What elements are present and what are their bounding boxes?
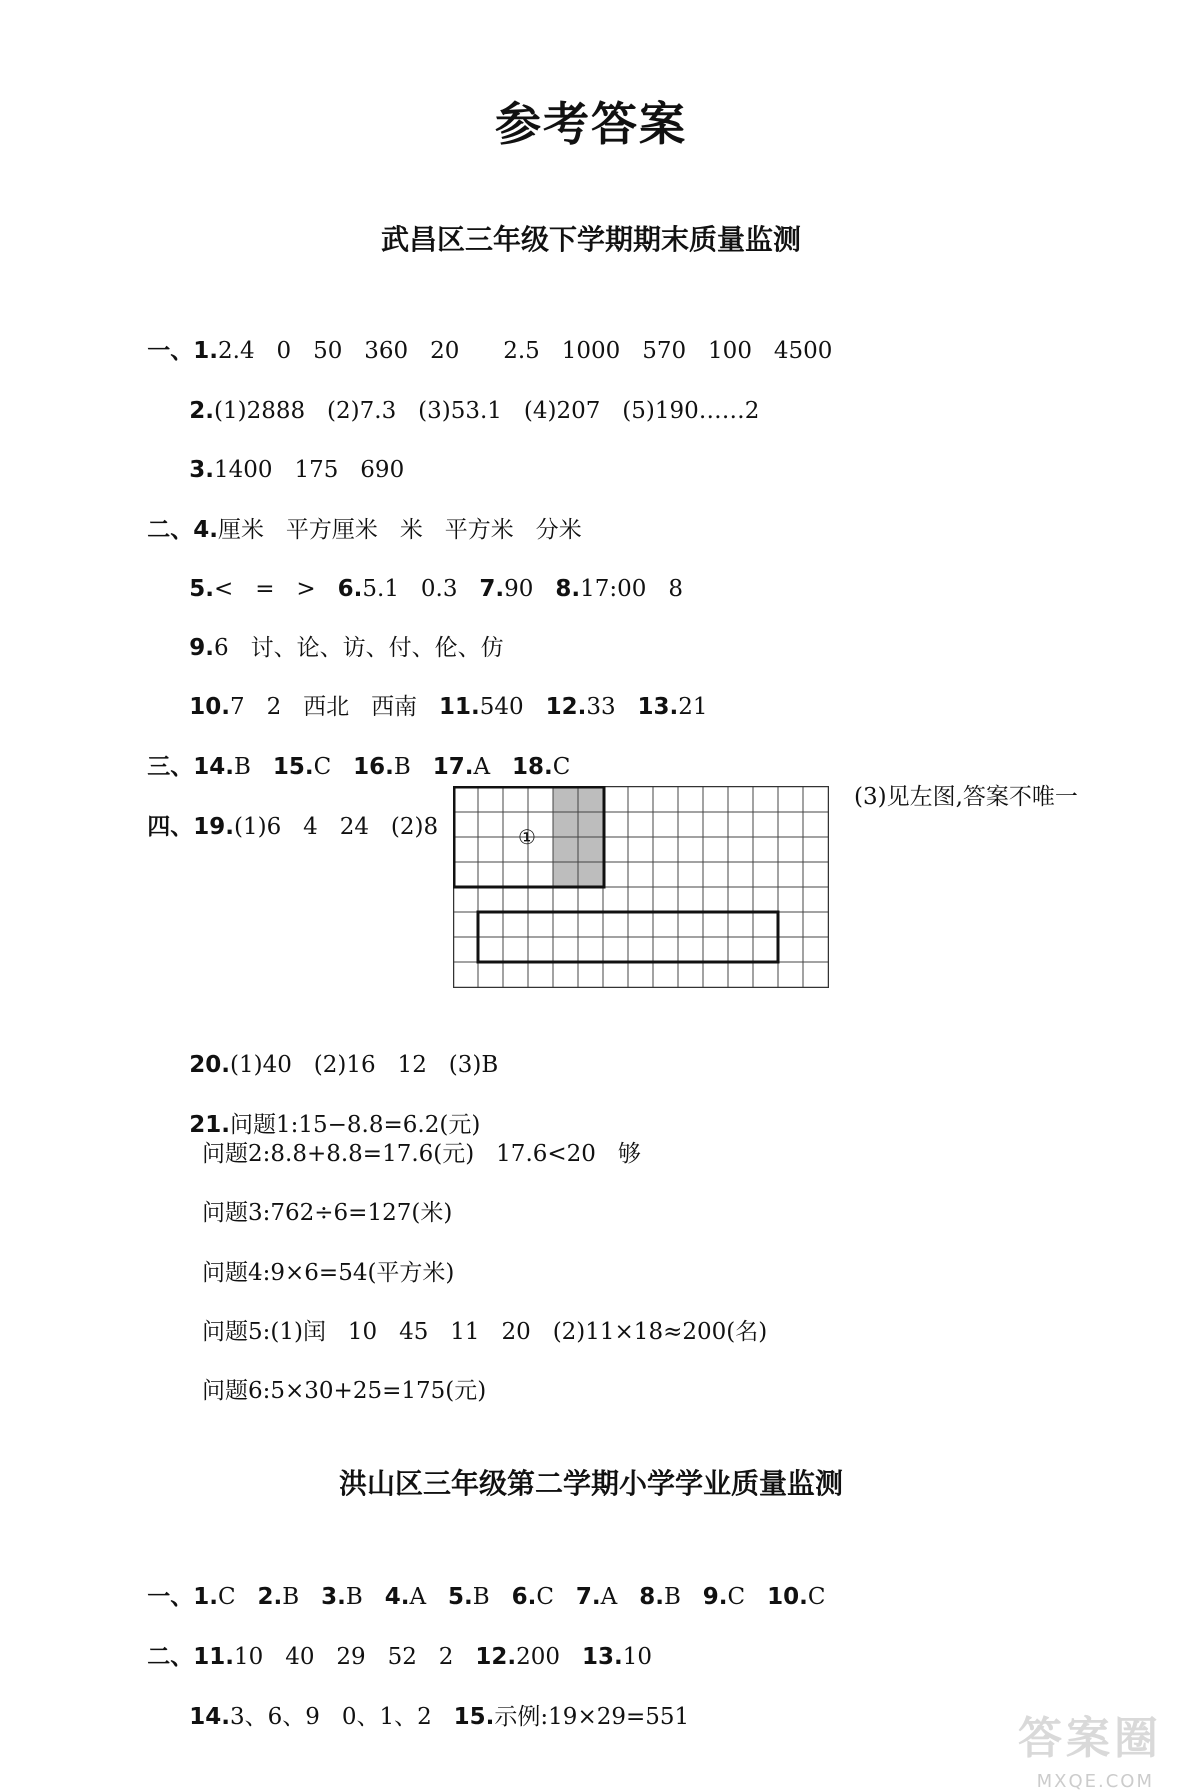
answer-text: 7 2 西北 西南 bbox=[230, 694, 439, 720]
question-number: 16. bbox=[353, 754, 394, 780]
answer-line-12: 问题2:8.8+8.8=17.6(元) 17.6<20 够 bbox=[202, 1141, 641, 1167]
answer-text: A bbox=[600, 1584, 640, 1610]
section-title-hongshan: 洪山区三年级第二学期小学学业质量监测 bbox=[338, 1467, 843, 1500]
question-number: 10. bbox=[767, 1584, 808, 1610]
question-number: 18. bbox=[512, 754, 553, 780]
answer-text: 问题1:15−8.8=6.2(元) bbox=[230, 1112, 481, 1138]
question-number: 7. bbox=[479, 576, 505, 602]
answer-text: B bbox=[345, 1584, 385, 1610]
answer-text: 5.1 0.3 bbox=[362, 576, 480, 602]
question-number: 一、1. bbox=[147, 1584, 218, 1610]
answer-text: 3、6、9 0、1、2 bbox=[230, 1704, 454, 1730]
answer-text: C bbox=[536, 1584, 576, 1610]
answer-text: B bbox=[663, 1584, 703, 1610]
answer-text: B bbox=[393, 754, 433, 780]
question-number: 3. bbox=[321, 1584, 346, 1610]
question-number: 8. bbox=[639, 1584, 664, 1610]
answer-text: C bbox=[552, 754, 571, 780]
answer-text: 6 讨、论、访、付、伦、仿 bbox=[214, 635, 504, 661]
grid-note: (3)见左图,答案不唯一 bbox=[854, 784, 1078, 810]
watermark-url: MXQE.COM bbox=[1036, 1771, 1154, 1792]
answer-text: 厘米 平方厘米 米 平方米 分米 bbox=[218, 517, 582, 543]
question-number: 三、14. bbox=[147, 754, 234, 780]
answer-text: 17:00 8 bbox=[580, 576, 683, 602]
answer-text: 21 bbox=[678, 694, 708, 720]
answer-text: 示例:19×29=551 bbox=[494, 1704, 690, 1730]
answer-line-16: 问题6:5×30+25=175(元) bbox=[202, 1378, 487, 1404]
question-number: 5. bbox=[448, 1584, 473, 1610]
grid-marker-label: ① bbox=[518, 825, 536, 849]
watermark-logo: 答案圈 bbox=[1018, 1713, 1162, 1764]
question-number: 一、1. bbox=[147, 338, 218, 364]
answer-line-13: 问题3:762÷6=127(米) bbox=[202, 1200, 453, 1226]
answer-text: 540 bbox=[479, 694, 546, 720]
question-number: 14. bbox=[189, 1704, 230, 1730]
answer-text: 200 bbox=[516, 1644, 582, 1670]
grid-figure bbox=[453, 786, 829, 988]
question-number: 17. bbox=[432, 754, 474, 780]
question-number: 6. bbox=[337, 576, 363, 602]
question-number: 13. bbox=[637, 694, 679, 720]
question-number: 13. bbox=[581, 1644, 623, 1670]
question-number: 3. bbox=[189, 457, 214, 483]
question-number: 12. bbox=[475, 1644, 517, 1670]
answer-text: (1)40 (2)16 12 (3)B bbox=[230, 1052, 499, 1078]
question-number: 20. bbox=[189, 1052, 230, 1078]
answer-line-9 bbox=[118, 782, 438, 872]
question-number: 9. bbox=[189, 635, 214, 661]
question-number: 4. bbox=[384, 1584, 410, 1610]
answer-text: 33 bbox=[586, 694, 638, 720]
answer-text: C bbox=[807, 1584, 826, 1610]
answer-text: B bbox=[472, 1584, 512, 1610]
question-number: 2. bbox=[257, 1584, 283, 1610]
answer-line-19 bbox=[160, 1672, 689, 1762]
answer-text: (1)2888 (2)7.3 (3)53.1 (4)207 (5)190……2 bbox=[214, 398, 760, 424]
question-number: 7. bbox=[575, 1584, 601, 1610]
answer-text: C bbox=[218, 1584, 258, 1610]
answer-line-14: 问题4:9×6=54(平方米) bbox=[202, 1260, 455, 1286]
question-number: 8. bbox=[555, 576, 581, 602]
answer-text: 10 bbox=[622, 1644, 652, 1670]
question-number: 四、19. bbox=[147, 814, 234, 840]
question-number: 12. bbox=[545, 694, 587, 720]
question-number: 5. bbox=[189, 576, 214, 602]
answer-text: A bbox=[409, 1584, 449, 1610]
question-number: 9. bbox=[702, 1584, 728, 1610]
question-number: 二、11. bbox=[147, 1644, 234, 1670]
question-number: 21. bbox=[189, 1112, 230, 1138]
question-number: 11. bbox=[439, 694, 480, 720]
question-number: 15. bbox=[453, 1704, 495, 1730]
answer-text: B bbox=[234, 754, 273, 780]
answer-text: 90 bbox=[504, 576, 556, 602]
answer-text: B bbox=[282, 1584, 322, 1610]
question-number: 15. bbox=[272, 754, 314, 780]
question-number: 2. bbox=[189, 398, 214, 424]
page-title: 参考答案 bbox=[495, 97, 687, 151]
question-number: 6. bbox=[511, 1584, 537, 1610]
answer-line-15: 问题5:(1)闰 10 45 11 20 (2)11×18≈200(名) bbox=[202, 1319, 768, 1345]
question-number: 10. bbox=[189, 694, 230, 720]
answer-text: C bbox=[313, 754, 354, 780]
answer-text: 1400 175 690 bbox=[214, 457, 405, 483]
answer-text: 2.4 0 50 360 20 2.5 1000 570 100 4500 bbox=[218, 338, 833, 364]
answer-text: C bbox=[727, 1584, 768, 1610]
answer-text: A bbox=[473, 754, 513, 780]
answer-text: < = > bbox=[214, 576, 338, 602]
section-title-wuchang: 武昌区三年级下学期期末质量监测 bbox=[380, 223, 801, 256]
question-number: 二、4. bbox=[147, 517, 218, 543]
answer-text: (1)6 4 24 (2)8 bbox=[234, 814, 439, 840]
answer-text: 10 40 29 52 2 bbox=[234, 1644, 476, 1670]
